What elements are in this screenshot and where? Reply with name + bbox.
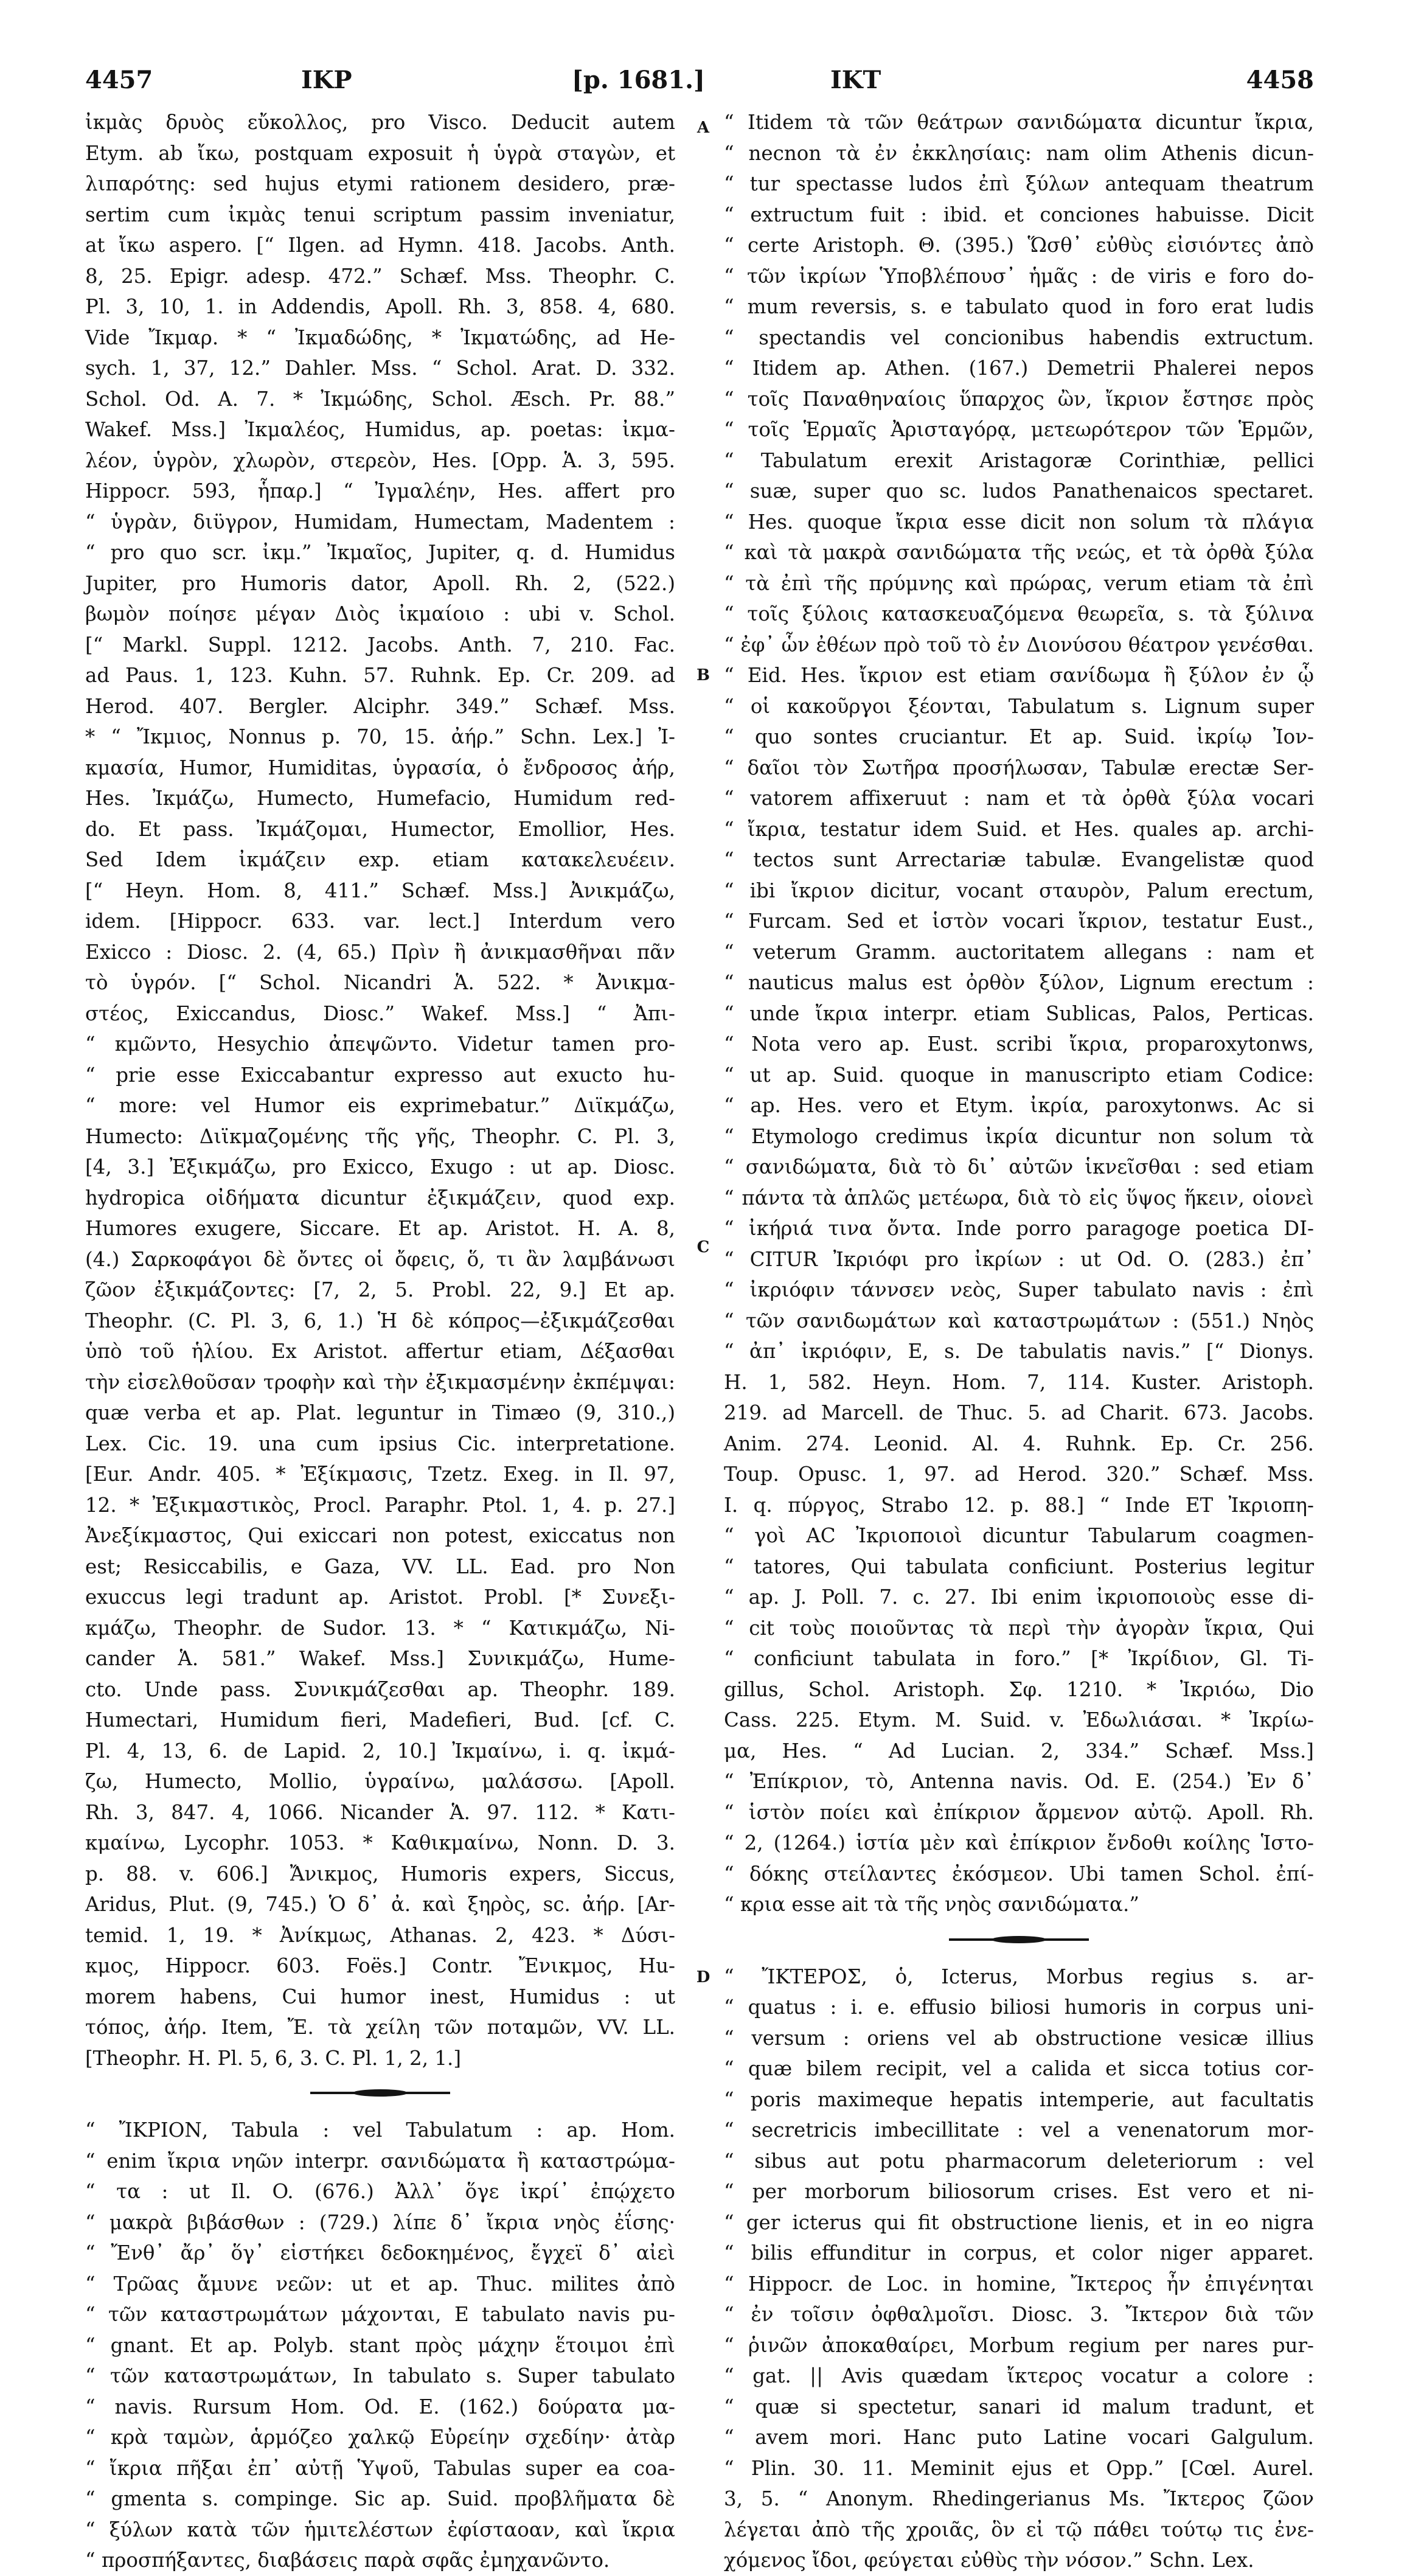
text-line: κμος, Hippocr. 603. Foës.] Contr. Ἔνικμος, Hu- — [85, 1954, 675, 1977]
text-line: “ δαῖοι τὸν Σωτῆρα προσήλωσαν, Tabulæ erectæ Ser- — [724, 756, 1314, 779]
text-line: “ σανιδώματα, διὰ τὸ δι᾽ αὐτῶν ἱκνεῖσθαι : sed etiam — [724, 1155, 1314, 1178]
text-line: “ ἰκήριά τινα ὄντα. Inde porro paragoge poetica DI- — [724, 1217, 1314, 1240]
text-line: “ Hes. quoque ἴκρια esse dicit non solum τὰ πλάγια — [724, 510, 1314, 534]
text-line: “ conficiunt tabulata in foro.” [* Ἰκρίδιον, Gl. Ti- — [724, 1647, 1314, 1670]
text-line: [4, 3.] Ἐξικμάζω, pro Exicco, Exugo : ut ap. Diosc. — [85, 1155, 675, 1178]
text-line: τὸ ὑγρόν. [“ Schol. Nicandri Ἁ. 522. * Ἀνικμα- — [85, 971, 675, 994]
text-line: do. Et pass. Ἰκμάζομαι, Humector, Emollior, Hes. — [85, 817, 675, 841]
text-line: “ οἱ κακοῦργοι ξέονται, Tabulatum s. Lignum super — [724, 694, 1314, 718]
text-line: “ Itidem ap. Athen. (167.) Demetrii Phalerei nepos — [724, 357, 1314, 380]
page-reference: [p. 1681.] — [572, 66, 705, 94]
text-line: “ ῥινῶν ἀποκαθαίρει, Morbum regium per nares pur- — [724, 2333, 1314, 2357]
text-line: “ suæ, super quo sc. ludos Panathenaicos spectaret. — [724, 479, 1314, 503]
text-line: Sed Idem ἰκμάζειν exp. etiam κατακελευέειν. — [85, 848, 675, 871]
text-line: Hippocr. 593, ἧπαρ.] “ Ἰγμαλέην, Hes. affert pro — [85, 479, 675, 503]
text-line: hydropica οἰδήματα dicuntur ἐξικμάζειν, quod exp. — [85, 1186, 675, 1210]
text-line: Humectari, Humidum fieri, Madefieri, Bud. [cf. C. — [85, 1708, 675, 1732]
text-line: “ versum : oriens vel ab obstructione vesicæ illius — [724, 2026, 1314, 2050]
text-line: ἰκμὰς δρυὸς εὔκολλος, pro Visco. Deducit autem — [85, 111, 675, 134]
text-line: 12. * Ἐξικμαστικὸς, Procl. Paraphr. Ptol. 1, 4. p. 27.] — [85, 1493, 675, 1517]
text-line: [“ Markl. Suppl. 1212. Jacobs. Anth. 7, 210. Fac. — [85, 633, 675, 656]
left-column — [85, 107, 675, 2572]
text-line: “ ξύλων κατὰ τῶν ἡμιτελέστων ἐφίσταοαν, καὶ ἴκρια — [85, 2518, 675, 2541]
text-line: “ προσπήξαντες, διαβάσεις παρὰ σφᾶς ἐμηχανῶντο. — [85, 2549, 610, 2572]
text-line: ad Paus. 1, 123. Kuhn. 57. Ruhnk. Ep. Cr. 209. ad — [85, 664, 675, 687]
text-line: “ τῶν ἰκρίων Ὑποβλέπουσ᾽ ἡμᾶς : de viris e foro do- — [724, 264, 1314, 288]
text-line: Exicco : Diosc. 2. (4, 65.) Πρὶν ἢ ἀνικμασθῆναι πᾶν — [85, 940, 675, 964]
text-line: Humores exugere, Siccare. Et ap. Aristot. H. A. 8, — [85, 1217, 675, 1240]
text-line: μα, Hes. “ Ad Lucian. 2, 334.” Schæf. Mss.] — [724, 1739, 1314, 1763]
right-guide-word: IKT — [830, 66, 881, 94]
text-line: “ ἐφ᾽ ὧν ἐθέων πρὸ τοῦ τὸ ἐν Διονύσου θέατρον γενέσθαι. — [724, 633, 1314, 656]
text-line: Lex. Cic. 19. una cum ipsius Cic. interpretatione. — [85, 1432, 675, 1455]
text-line: “ mum reversis, s. e tabulato quod in foro erat ludis — [724, 295, 1314, 318]
text-line: Cass. 225. Etym. M. Suid. v. Ἐδωλιάσαι. * Ἰκρίω- — [724, 1708, 1314, 1732]
text-line: “ τὰ ἐπὶ τῆς πρύμνης καὶ πρώρας, verum etiam τὰ ἐπὶ — [724, 571, 1314, 595]
text-line: est; Resiccabilis, e Gaza, VV. LL. Ead. pro Non — [85, 1554, 675, 1578]
text-line: exuccus legi tradunt ap. Aristot. Probl. [* Συνεξι- — [85, 1586, 675, 1609]
text-line: “ more: vel Humor eis exprimebatur.” Διϊκμάζω, — [85, 1094, 675, 1117]
running-header — [85, 66, 1314, 108]
text-line: cto. Unde pass. Συνικμάζεσθαι ap. Theophr. 189. — [85, 1677, 675, 1701]
text-line: “ ut ap. Suid. quoque in manuscripto etiam Codice: — [724, 1063, 1314, 1087]
text-line: “ tatores, Qui tabulata conficiunt. Posterius legitur — [724, 1554, 1314, 1578]
text-line: “ μακρὰ βιβάσθων : (729.) λίπε δ᾽ ἴκρια νηὸς ἐΐσης· — [85, 2210, 675, 2234]
text-line: τόπος, ἀήρ. Item, Ἔ. τὰ χείλη τῶν ποταμῶν, VV. LL. — [85, 2016, 675, 2039]
text-line: “ τῶν καταστρωμάτων, In tabulato s. Super tabulato — [85, 2364, 675, 2387]
text-line: “ veterum Gramm. auctoritatem allegans : nam et — [724, 940, 1314, 964]
text-line: “ Tabulatum erexit Aristagoræ Corinthiæ, pellici — [724, 448, 1314, 472]
text-line: sertim cum ἰκμὰς tenui scriptum passim inveniatur, — [85, 203, 675, 226]
text-line: [Theophr. H. Pl. 5, 6, 3. C. Pl. 1, 2, 1.] — [85, 2046, 462, 2070]
text-line: στέος, Exiccandus, Diosc.” Wakef. Mss.] “ Ἀπι- — [85, 1001, 675, 1025]
text-line: “ ger icterus qui fit obstructione lienis, et in eo nigra — [724, 2210, 1314, 2234]
entry-divider — [949, 1936, 1089, 1943]
left-page-number: 4457 — [85, 66, 153, 94]
text-line: Herod. 407. Bergler. Alciphr. 349.” Schæf. Mss. — [85, 694, 675, 718]
text-line: “ Nota vero ap. Eust. scribi ἴκρια, proparoxytonws, — [724, 1032, 1314, 1056]
text-line: “ necnon τὰ ἐν ἐκκλησίαις: nam olim Athenis dicun- — [724, 141, 1314, 165]
text-line: “ τοῖς Ἑρμαῖς Ἀρισταγόρᾳ, μετεωρότερον τῶν Ἑρμῶν, — [724, 418, 1314, 441]
text-line: βωμὸν ποίησε μέγαν Διὸς ἰκμαίοιο : ubi v. Schol. — [85, 602, 675, 625]
text-line: “ ἼΚΤΕΡΟΣ, ὁ, Icterus, Morbus regius s. ar- — [724, 1965, 1314, 1988]
text-line: Ἀνεξίκμαστος, Qui exiccari non potest, exiccatus non — [85, 1524, 675, 1547]
text-line: “ avem mori. Hanc puto Latine vocari Galgulum. — [724, 2426, 1314, 2449]
text-line: “ Ἔνθ᾽ ἄρ᾽ ὅγ᾽ εἱστήκει δεδοκημένος, ἔγχεϊ δ᾽ αἰεὶ — [85, 2241, 675, 2264]
text-line: “ secretricis imbecillitate : vel a venenatorum mor- — [724, 2118, 1314, 2142]
text-line: Pl. 3, 10, 1. in Addendis, Apoll. Rh. 3, 858. 4, 680. — [85, 295, 675, 318]
text-line: “ gmenta s. compinge. Sic ap. Suid. προβλῆματα δὲ — [85, 2487, 675, 2510]
text-line: gillus, Schol. Aristoph. Σφ. 1210. * Ἰκριόω, Dio — [724, 1677, 1314, 1701]
text-line: H. 1, 582. Heyn. Hom. 7, 114. Kuster. Aristoph. — [724, 1370, 1314, 1394]
text-line: “ τοῖς ξύλοις κατασκευαζόμενα θεωρεῖα, s. τὰ ξύλινα — [724, 602, 1314, 625]
text-line: Vide Ἴκμαρ. * “ Ἰκμαδώδης, * Ἰκματώδης, ad He- — [85, 325, 675, 349]
text-line: ζω, Humecto, Mollio, ὑγραίνω, μαλάσσω. [Apoll. — [85, 1770, 675, 1793]
text-line: “ Ἐπίκριον, τὸ, Antenna navis. Od. E. (254.) Ἐν δ᾽ — [724, 1770, 1314, 1793]
text-line: “ pro quo scr. ἰκμ.” Ἰκμαῖος, Jupiter, q. d. Humidus — [85, 541, 675, 564]
text-line: “ 2, (1264.) ἱστία μὲν καὶ ἐπίκριον ἔνδοθι κοίλης Ἱστο- — [724, 1831, 1314, 1854]
text-line: [Eur. Andr. 405. * Ἐξίκμασις, Tzetz. Exeg. in Il. 97, — [85, 1463, 675, 1486]
text-line: κμάζω, Theophr. de Sudor. 13. * “ Κατικμάζω, Ni- — [85, 1616, 675, 1640]
text-line: * “ Ἴκμιος, Nonnus p. 70, 15. ἀήρ.” Schn. Lex.] Ἰ- — [85, 725, 675, 748]
section-marker-d: D — [696, 1968, 710, 1986]
text-line: Theophr. (C. Pl. 3, 6, 1.) Ἡ δὲ κόπρος—ἐξικμάζεσθαι — [85, 1309, 675, 1332]
text-line: Etym. ab ἴκω, postquam exposuit ἡ ὑγρὰ σταγὼν, et — [85, 141, 675, 165]
text-line: Hes. Ἰκμάζω, Humecto, Humefacio, Humidum red- — [85, 787, 675, 810]
text-line: “ poris maximeque hepatis intemperie, aut facultatis — [724, 2087, 1314, 2111]
text-line: quæ verba et ap. Plat. leguntur in Timæo (9, 310.,) — [85, 1401, 675, 1424]
text-line: Toup. Opusc. 1, 97. ad Herod. 320.” Schæf. Mss. — [724, 1463, 1314, 1486]
text-line: 3, 5. “ Anonym. Rhedingerianus Ms. Ἴκτερος ζῶον — [724, 2487, 1314, 2510]
text-line: “ ibi ἴκριον dicitur, vocant σταυρὸν, Palum erectum, — [724, 879, 1314, 902]
text-line: “ enim ἴκρια νηῶν interpr. σανιδώματα ἢ καταστρώμα- — [85, 2149, 675, 2173]
text-line: Rh. 3, 847. 4, 1066. Nicander Ἁ. 97. 112. * Κατι- — [85, 1800, 675, 1824]
text-line: “ ἐν τοῖσιν ὀφθαλμοῖσι. Diosc. 3. Ἴκτερον διὰ τῶν — [724, 2303, 1314, 2326]
text-line: λέον, ὑγρὸν, χλωρὸν, στερεὸν, Hes. [Opp. Ἁ. 3, 595. — [85, 448, 675, 472]
entry-divider — [310, 2089, 450, 2097]
left-guide-word: IKP — [301, 66, 352, 94]
text-line: “ vatorem affixeruut : nam et τὰ ὀρθὰ ξύλα vocari — [724, 787, 1314, 810]
text-line: p. 88. v. 606.] Ἄνικμος, Humoris expers, Siccus, — [85, 1862, 675, 1885]
entry-ikrion — [85, 2115, 675, 2576]
text-line: Aridus, Plut. (9, 745.) Ὁ δ᾽ ἀ. καὶ ξηρὸς, sc. ἀήρ. [Ar- — [85, 1893, 675, 1916]
text-line: morem habens, Cui humor inest, Humidus : ut — [85, 1985, 675, 2008]
text-line: “ gnant. Et ap. Polyb. stant πρὸς μάχην ἕτοιμοι ἐπὶ — [85, 2333, 675, 2357]
text-line: “ ap. J. Poll. 7. c. 27. Ibi enim ἰκριοποιοὺς esse di- — [724, 1586, 1314, 1609]
text-line: “ tur spectasse ludos ἐπὶ ξύλων antequam theatrum — [724, 172, 1314, 195]
text-line: “ ἱστὸν ποίει καὶ ἐπίκριον ἄρμενον αὐτῷ. Apoll. Rh. — [724, 1800, 1314, 1824]
text-line: “ prie esse Exiccabantur expresso aut exucto hu- — [85, 1063, 675, 1087]
text-line: “ cit τοὺς ποιοῦντας τὰ περὶ τὴν ἀγορὰν ἴκρια, Qui — [724, 1616, 1314, 1640]
text-line: Schol. Od. A. 7. * Ἰκμώδης, Schol. Æsch. Pr. 88.” — [85, 387, 675, 411]
text-line: “ extructum fuit : ibid. et conciones habuisse. Dicit — [724, 203, 1314, 226]
text-line: λέγεται ἀπὸ τῆς χροιᾶς, ὃν εἰ τῷ πάθει τούτῳ τις ἐνε- — [724, 2518, 1314, 2541]
text-line: “ ἼΚΡΙΟΝ, Tabula : vel Tabulatum : ap. Hom. — [85, 2118, 675, 2142]
text-line: “ unde ἴκρια interpr. etiam Sublicas, Palos, Perticas. — [724, 1001, 1314, 1025]
text-line: sych. 1, 37, 12.” Dahler. Mss. “ Schol. Arat. D. 332. — [85, 357, 675, 380]
text-line: “ πάντα τὰ ἁπλῶς μετέωρα, διὰ τὸ εἰς ὕψος ἥκειν, οἱονεὶ — [724, 1186, 1314, 1210]
text-line: (4.) Σαρκοφάγοι δὲ ὄντες οἱ ὄφεις, ὅ, τι ἂν λαμβάνωσι — [85, 1247, 675, 1271]
text-line: “ καὶ τὰ μακρὰ σανιδώματα τῆς νεώς, et τὰ ὀρθὰ ξύλα — [724, 541, 1314, 564]
text-line: “ sibus aut potu pharmacorum deleteriorum : vel — [724, 2149, 1314, 2173]
text-line: κμασία, Humor, Humiditas, ὑγρασία, ὁ ἔνδροσος ἀήρ, — [85, 756, 675, 779]
text-line: Humecto: Διϊκμαζομένης τῆς γῆς, Theophr. C. Pl. 3, — [85, 1124, 675, 1148]
text-line: τὴν εἰσελθοῦσαν τροφὴν καὶ τὴν ἐξικμασμένην ἐκπέμψαι: — [85, 1370, 675, 1394]
text-line: “ certe Aristoph. Θ. (395.) Ὥσθ᾽ εὐθὺς εἰσιόντες ἀπὸ — [724, 234, 1314, 257]
text-line: “ gat. || Avis quædam ἴκτερος vocatur a colore : — [724, 2364, 1314, 2387]
text-line: “ quæ si spectetur, sanari id malum tradunt, et — [724, 2395, 1314, 2418]
text-line: “ ap. Hes. vero et Etym. ἰκρία, paroxytonws. Ac si — [724, 1094, 1314, 1117]
text-line: “ κμῶντο, Hesychio ἀπεψῶντο. Videtur tamen pro- — [85, 1032, 675, 1056]
text-line: Wakef. Mss.] Ἰκμαλέος, Humidus, ap. poetas: ἰκμα- — [85, 418, 675, 441]
text-line: “ Τρῶας ἄμυνε νεῶν: ut et ap. Thuc. milites ἀπὸ — [85, 2272, 675, 2296]
text-line: “ ὑγρὰν, διϋγρον, Humidam, Humectam, Madentem : — [85, 510, 675, 534]
text-line: “ Itidem τὰ τῶν θεάτρων σανιδώματα dicuntur ἴκρια, — [724, 111, 1314, 134]
text-line: “ τοῖς Παναθηναίοις ὕπαρχος ὢν, ἴκριον ἔστησε πρὸς — [724, 387, 1314, 411]
text-line: κμαίνω, Lycophr. 1053. * Καθικμαίνω, Nonn. D. 3. — [85, 1831, 675, 1854]
text-line: Anim. 274. Leonid. Al. 4. Ruhnk. Ep. Cr. 256. — [724, 1432, 1314, 1455]
text-line: λιπαρότης: sed hujus etymi rationem desidero, præ- — [85, 172, 675, 195]
text-line: “ Hippocr. de Loc. in homine, Ἴκτερος ἦν ἐπιγένηται — [724, 2272, 1314, 2296]
text-line: “ per morborum biliosorum crises. Est vero et ni- — [724, 2180, 1314, 2203]
text-line: “ Eid. Hes. ἴκριον est etiam σανίδωμα ἢ ξύλον ἐν ᾧ — [724, 664, 1314, 687]
text-line: “ Furcam. Sed et ἱστὸν vocari ἴκριον, testatur Eust., — [724, 910, 1314, 933]
text-line: “ quæ bilem recipit, vel a calida et sicca totius cor- — [724, 2057, 1314, 2080]
text-line: “ κρια esse ait τὰ τῆς νηὸς σανιδώματα.” — [724, 1893, 1139, 1916]
text-line: ὑπὸ τοῦ ἡλίου. Ex Aristot. affertur etiam, Δέξασθαι — [85, 1340, 675, 1363]
text-line: “ τα : ut Il. O. (676.) Ἀλλ᾽ ὅγε ἰκρί᾽ ἐπῴχετο — [85, 2180, 675, 2203]
text-line: 8, 25. Epigr. adesp. 472.” Schæf. Mss. Theophr. C. — [85, 264, 675, 288]
text-line: cander Ἁ. 581.” Wakef. Mss.] Συνικμάζω, Hume- — [85, 1647, 675, 1670]
text-line: “ δόκης στείλαντες ἐκόσμεον. Ubi tamen Schol. ἐπί- — [724, 1862, 1314, 1885]
section-marker-b: B — [697, 666, 710, 684]
text-line: “ Etymologo credimus ἰκρία dicuntur non solum τὰ — [724, 1124, 1314, 1148]
text-line: idem. [Hippocr. 633. var. lect.] Interdum vero — [85, 910, 675, 933]
text-line: at ἴκω aspero. [“ Ilgen. ad Hymn. 418. Jacobs. Anth. — [85, 234, 675, 257]
text-line: “ ἰκριόφιν τάννσεν νεὸς, Super tabulato navis : ἐπὶ — [724, 1278, 1314, 1301]
text-line: “ Plin. 30. 11. Meminit ejus et Opp.” [Cœl. Aurel. — [724, 2456, 1314, 2480]
right-page-number: 4458 — [1246, 66, 1314, 94]
text-line: “ quatus : i. e. effusio biliosi humoris in corpus uni- — [724, 1996, 1314, 2019]
entry-ikteros — [724, 1962, 1314, 2576]
text-line: χόμενος ἴδοι, φεύγεται εὐθὺς τὴν νόσον.” Schn. Lex. — [724, 2549, 1254, 2572]
text-line: Pl. 4, 13, 6. de Lapid. 2, 10.] Ἰκμαίνω, i. q. ἰκμά- — [85, 1739, 675, 1763]
text-line: “ ἴκρια, testatur idem Suid. et Hes. quales ap. archi- — [724, 817, 1314, 841]
text-line: “ nauticus malus est ὀρθὸν ξύλον, Lignum erectum : — [724, 971, 1314, 994]
right-column — [724, 107, 1314, 2572]
text-line: “ ἴκρια πῆξαι ἐπ᾽ αὐτῇ Ὑψοῦ, Tabulas super ea coa- — [85, 2456, 675, 2480]
text-line: “ bilis effunditur in corpus, et color niger apparet. — [724, 2241, 1314, 2264]
text-line: “ tectos sunt Arrectariæ tabulæ. Evangelistæ quod — [724, 848, 1314, 871]
text-line: “ ἀπ᾽ ἰκριόφιν, E, s. De tabulatis navis.” [“ Dionys. — [724, 1340, 1314, 1363]
text-line: “ τῶν καταστρωμάτων μάχονται, E tabulato navis pu- — [85, 2303, 675, 2326]
text-line: ζῶον ἐξικμάζοντες: [7, 2, 5. Probl. 22, 9.] Et ap. — [85, 1278, 675, 1301]
text-line: I. q. πύργος, Strabo 12. p. 88.] “ Inde ET Ἰκριοπη- — [724, 1493, 1314, 1517]
text-line: temid. 1, 19. * Ἀνίκμως, Athanas. 2, 423. * Δύσι- — [85, 1923, 675, 1947]
right-entry-block — [724, 107, 1314, 1920]
text-line: [“ Heyn. Hom. 8, 411.” Schæf. Mss.] Ἀνικμάζω, — [85, 879, 675, 902]
text-line: “ γοὶ AC Ἰκριοποιοὶ dicuntur Tabularum coagmen- — [724, 1524, 1314, 1547]
left-entry-block — [85, 107, 675, 2073]
text-line: “ τῶν σανιδωμάτων καὶ καταστρωμάτων : (551.) Νηὸς — [724, 1309, 1314, 1332]
text-line: “ κρὰ ταμὼν, ἁρμόζεο χαλκῷ Εὐρείην σχεδίην· ἀτὰρ — [85, 2426, 675, 2449]
text-line: “ navis. Rursum Hom. Od. E. (162.) δούρατα μα- — [85, 2395, 675, 2418]
text-line: 219. ad Marcell. de Thuc. 5. ad Charit. 673. Jacobs. — [724, 1401, 1314, 1424]
text-line: “ spectandis vel concionibus habendis extructum. — [724, 325, 1314, 349]
section-marker-a: A — [697, 119, 710, 137]
text-line: “ quo sontes cruciantur. Et ap. Suid. ἰκρίῳ Ἰον- — [724, 725, 1314, 748]
text-line: “ CITUR Ἰκριόφι pro ἰκρίων : ut Od. O. (283.) ἐπ᾽ — [724, 1247, 1314, 1271]
section-marker-c: C — [697, 1238, 710, 1256]
text-line: Jupiter, pro Humoris dator, Apoll. Rh. 2, (522.) — [85, 571, 675, 595]
